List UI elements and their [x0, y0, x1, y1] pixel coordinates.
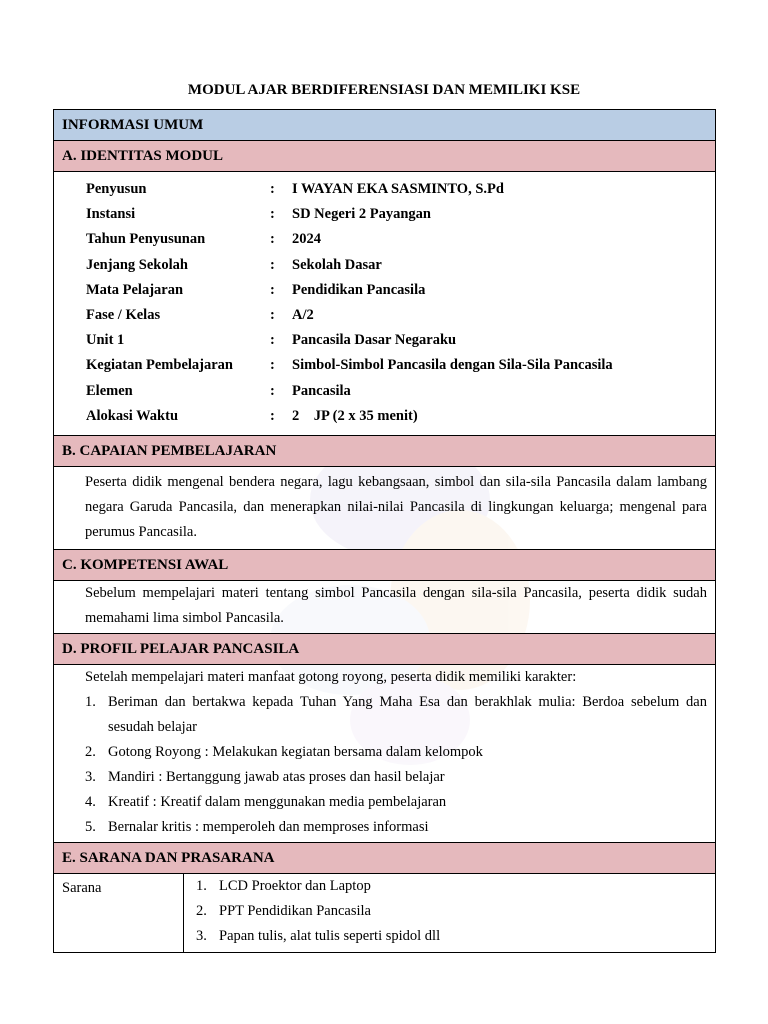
identity-label: Tahun Penyusunan	[86, 231, 206, 248]
section-informasi-umum: INFORMASI UMUM	[54, 110, 715, 141]
identity-colon: :	[270, 307, 275, 324]
identity-label: Alokasi Waktu	[86, 407, 179, 424]
list-item	[85, 740, 707, 765]
identity-colon: :	[270, 281, 275, 298]
section-profil-pelajar-pancasila: D. PROFIL PELAJAR PANCASILA	[54, 634, 715, 665]
identity-block	[54, 172, 715, 436]
section-capaian-pembelajaran: B. CAPAIAN PEMBELAJARAN	[54, 436, 715, 467]
list-text: LCD Proektor dan Laptop	[219, 878, 371, 894]
identity-label: Instansi	[86, 206, 136, 223]
identity-colon: :	[270, 407, 275, 424]
list-number: 5.	[85, 819, 96, 835]
list-item	[196, 924, 715, 949]
list-number: 1.	[85, 694, 96, 710]
list-item	[85, 790, 707, 815]
sarana-row	[54, 874, 715, 952]
identity-colon: :	[270, 206, 275, 223]
list-number: 2.	[85, 744, 96, 760]
identity-value: SD Negeri 2 Payangan	[292, 206, 431, 223]
list-item	[85, 765, 707, 790]
list-number: 1.	[196, 878, 207, 894]
identity-value: Pendidikan Pancasila	[292, 281, 426, 298]
capaian-text: Peserta didik mengenal bendera negara, lagu kebangsaan, simbol dan sila-sila Pancasila dalam lambang negara Garuda Pancasila, dan menerapkan nilai-nilai Pancasila di lingkungan keluarga; mengenal para perumus Pancasila.	[54, 467, 715, 550]
document-title: MODUL AJAR BERDIFERENSIASI DAN MEMILIKI KSE	[187, 82, 581, 98]
list-text: Kreatif : Kreatif dalam menggunakan media pembelajaran	[108, 794, 447, 810]
section-identitas-modul: A. IDENTITAS MODUL	[54, 141, 715, 172]
identity-row	[86, 177, 715, 202]
module-table	[53, 109, 716, 953]
identity-colon: :	[270, 332, 275, 349]
identity-value: Simbol-Simbol Pancasila dengan Sila-Sila Pancasila	[292, 357, 613, 374]
identity-row	[86, 278, 715, 303]
identity-value: Pancasila Dasar Negaraku	[292, 332, 457, 349]
list-number: 3.	[196, 928, 207, 944]
identity-label: Fase / Kelas	[86, 307, 161, 324]
identity-row	[86, 353, 715, 378]
identity-row	[86, 202, 715, 227]
list-item	[85, 690, 707, 740]
list-number: 4.	[85, 794, 96, 810]
identity-colon: :	[270, 181, 275, 198]
identity-label: Kegiatan Pembelajaran	[86, 357, 233, 374]
section-sarana-prasarana: E. SARANA DAN PRASARANA	[54, 843, 715, 874]
identity-value: Sekolah Dasar	[292, 256, 382, 273]
list-item	[85, 815, 707, 840]
list-text: Papan tulis, alat tulis seperti spidol dll	[219, 928, 441, 944]
identity-colon: :	[270, 382, 275, 399]
kompetensi-text: Sebelum mempelajari materi tentang simbol Pancasila dengan sila-sila Pancasila, peserta didik sudah memahami lima simbol Pancasila.	[54, 581, 715, 634]
identity-value: 2024	[292, 231, 321, 248]
identity-row	[86, 328, 715, 353]
identity-label: Jenjang Sekolah	[86, 256, 188, 273]
identity-value: A/2	[292, 307, 314, 324]
list-number: 3.	[85, 769, 96, 785]
identity-colon: :	[270, 231, 275, 248]
list-text: PPT Pendidikan Pancasila	[219, 903, 371, 919]
profil-block	[54, 665, 715, 843]
sarana-label: Sarana	[54, 874, 184, 952]
identity-value: I WAYAN EKA SASMINTO, S.Pd	[292, 181, 504, 198]
list-text: Gotong Royong : Melakukan kegiatan bersama dalam kelompok	[108, 744, 483, 760]
profil-list	[85, 690, 707, 840]
list-text: Bernalar kritis : memperoleh dan memproses informasi	[108, 819, 429, 835]
list-item	[196, 899, 715, 924]
identity-row	[86, 404, 715, 429]
sarana-cell	[184, 874, 715, 952]
identity-row	[86, 379, 715, 404]
identity-row	[86, 253, 715, 278]
list-number: 2.	[196, 903, 207, 919]
list-text: Beriman dan bertakwa kepada Tuhan Yang Maha Esa dan berakhlak mulia: Berdoa sebelum dan sesudah belajar	[108, 694, 707, 735]
identity-row	[86, 303, 715, 328]
section-kompetensi-awal: C. KOMPETENSI AWAL	[54, 550, 715, 581]
identity-colon: :	[270, 256, 275, 273]
identity-value: 2 JP (2 x 35 menit)	[292, 407, 418, 424]
identity-value: Pancasila	[292, 382, 351, 399]
identity-row	[86, 227, 715, 252]
list-text: Mandiri : Bertanggung jawab atas proses dan hasil belajar	[108, 769, 445, 785]
identity-label: Elemen	[86, 382, 133, 399]
identity-label: Penyusun	[86, 181, 147, 198]
identity-label: Mata Pelajaran	[86, 281, 184, 298]
identity-label: Unit 1	[86, 332, 125, 349]
list-item	[196, 874, 715, 899]
sarana-list	[196, 874, 715, 949]
identity-colon: :	[270, 357, 275, 374]
profil-intro: Setelah mempelajari materi manfaat gotong royong, peserta didik memiliki karakter:	[85, 669, 577, 685]
